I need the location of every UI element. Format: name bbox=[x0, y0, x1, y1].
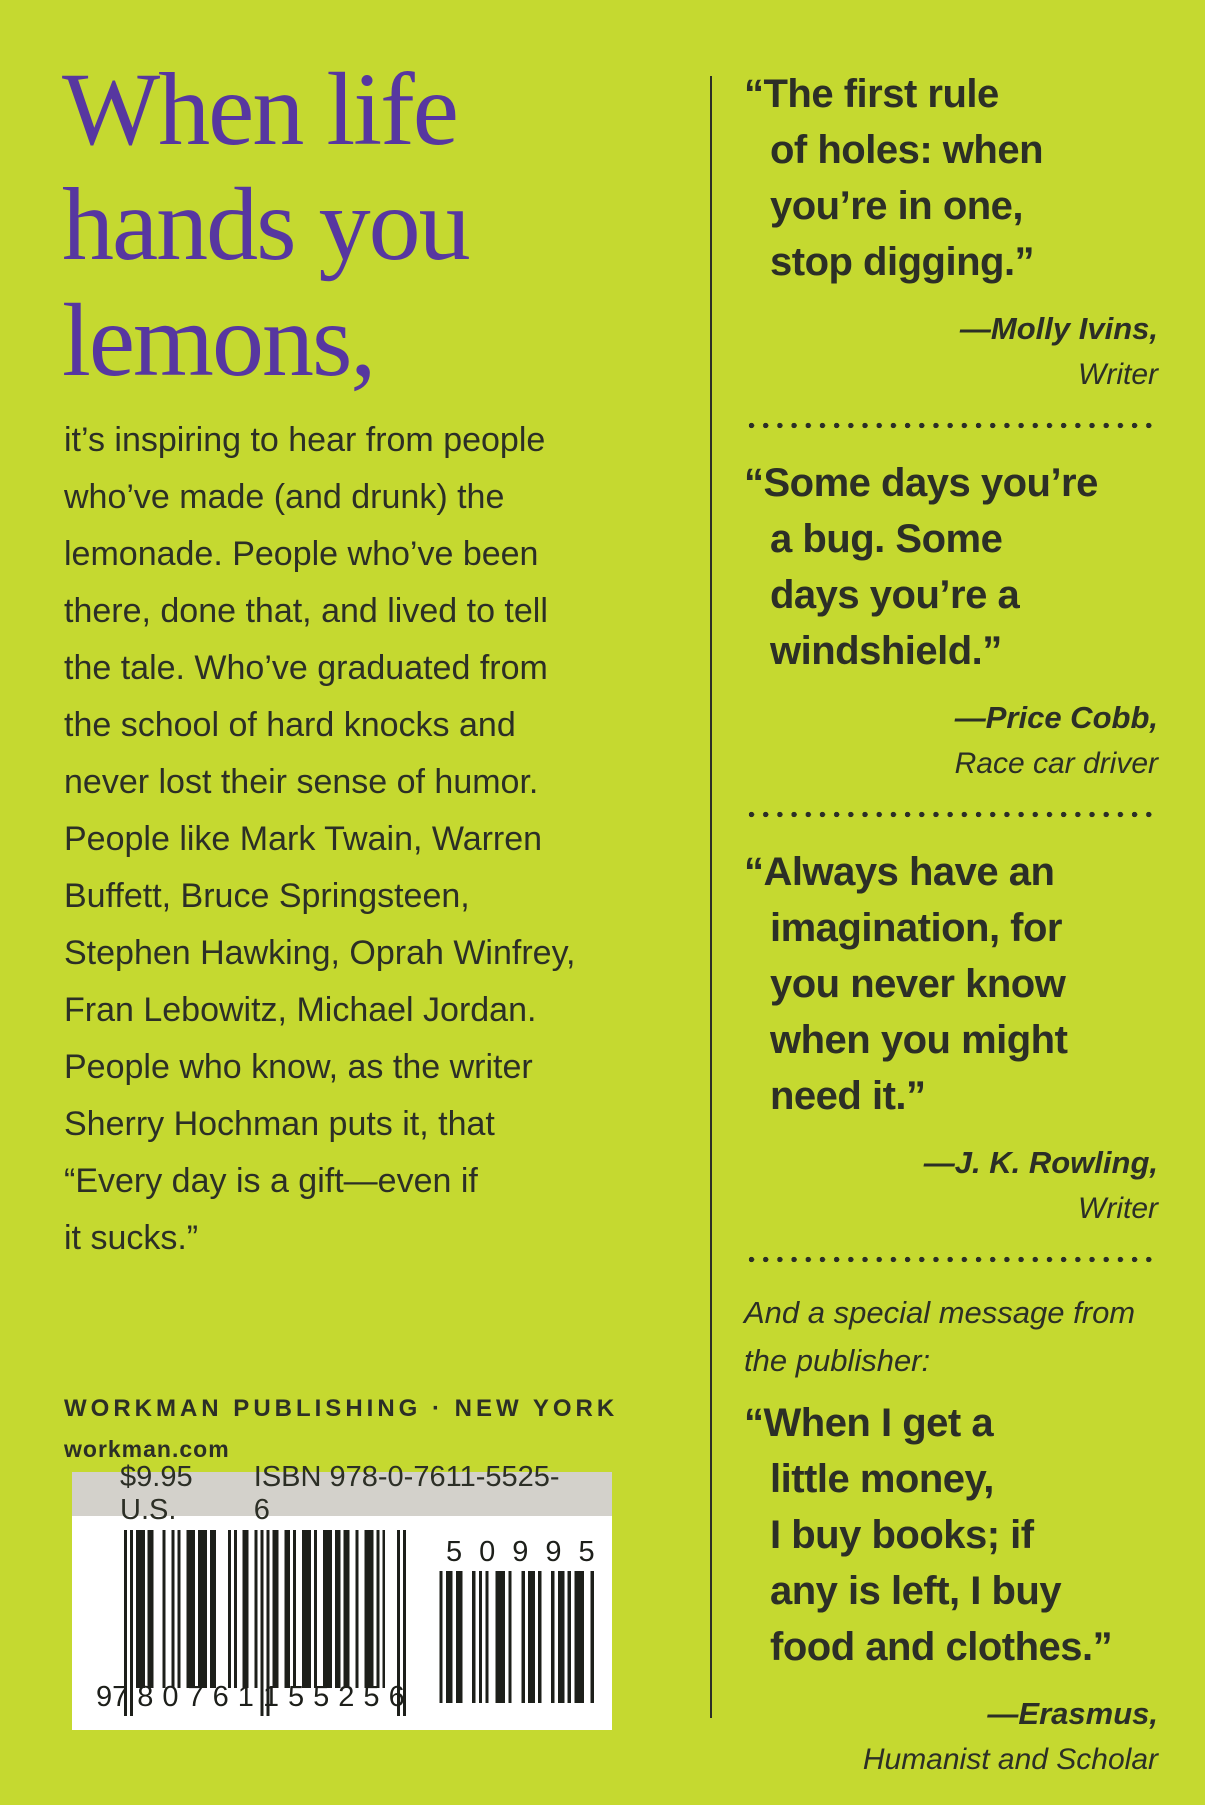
quote-attribution: —Molly Ivins, bbox=[959, 311, 1158, 346]
quote-line: a bug. Some bbox=[770, 517, 1003, 561]
blurb-line: Stephen Hawking, Oprah Winfrey, bbox=[64, 934, 576, 972]
ean5-digits: 50995 bbox=[446, 1536, 612, 1568]
blurb-line: “Every day is a gift—even if bbox=[64, 1162, 478, 1200]
quote-attribution: —J. K. Rowling, bbox=[923, 1145, 1158, 1180]
quote-line: you’re in one, bbox=[770, 184, 1024, 228]
quote-erasmus bbox=[744, 1395, 1158, 1675]
quote-line: “When I get a bbox=[744, 1401, 994, 1445]
price-strip bbox=[72, 1461, 612, 1526]
blurb-line: who’ve made (and drunk) the bbox=[64, 478, 505, 516]
quote-attribution-role: Writer bbox=[1078, 1192, 1158, 1225]
quote-line: little money, bbox=[770, 1457, 994, 1501]
blurb-line: Buffett, Bruce Springsteen, bbox=[64, 877, 470, 915]
back-cover-blurb bbox=[64, 412, 624, 1267]
quote-attribution-role: Humanist and Scholar bbox=[862, 1743, 1158, 1776]
quote-line: days you’re a bbox=[770, 573, 1020, 617]
publisher-message-intro bbox=[744, 1289, 1158, 1385]
blurb-line: Sherry Hochman puts it, that bbox=[64, 1105, 495, 1143]
quote-line: I buy books; if bbox=[770, 1513, 1034, 1557]
quote-line: “Some days you’re bbox=[744, 461, 1098, 505]
quote-line: when you might bbox=[770, 1018, 1068, 1062]
note-line: And a special message from bbox=[744, 1295, 1136, 1330]
ean13-left-digits: 780761 bbox=[112, 1681, 263, 1713]
price-label: $9.95 U.S. bbox=[120, 1461, 193, 1526]
blurb-line: People who know, as the writer bbox=[64, 1048, 533, 1086]
title-line: When life bbox=[62, 52, 457, 167]
ean13-barcode bbox=[96, 1530, 414, 1716]
quote-line: imagination, for bbox=[770, 906, 1062, 950]
blurb-line: it sucks.” bbox=[64, 1219, 199, 1257]
cover-title bbox=[62, 52, 469, 398]
blurb-line: the school of hard knocks and bbox=[64, 706, 516, 744]
quote-attribution-role: Writer bbox=[1078, 358, 1158, 391]
quote-line: food and clothes.” bbox=[770, 1625, 1113, 1669]
quotes-column bbox=[744, 66, 1158, 1805]
blurb-line: never lost their sense of humor. bbox=[64, 763, 539, 801]
barcode-block bbox=[72, 1461, 612, 1730]
blurb-line: People like Mark Twain, Warren bbox=[64, 820, 543, 858]
quote-line: any is left, I buy bbox=[770, 1569, 1062, 1613]
quote-line: need it.” bbox=[770, 1074, 926, 1118]
quote-price-cobb bbox=[744, 455, 1158, 679]
quote-attribution-role: Race car driver bbox=[954, 747, 1158, 780]
ean5-bars bbox=[436, 1571, 594, 1703]
publisher-imprint: WORKMAN PUBLISHING · NEW YORK bbox=[64, 1395, 619, 1422]
blurb-line: the tale. Who’ve graduated from bbox=[64, 649, 548, 687]
quote-line: “The first rule bbox=[744, 72, 999, 116]
note-line: the publisher: bbox=[744, 1343, 931, 1378]
blurb-line: lemonade. People who’ve been bbox=[64, 535, 539, 573]
dotted-separator bbox=[748, 422, 1156, 429]
column-divider-rule bbox=[710, 76, 712, 1718]
publisher-website: workman.com bbox=[64, 1436, 230, 1462]
isbn-label: ISBN 978-0-7611-5525-6 bbox=[253, 1461, 560, 1526]
quote-line: stop digging.” bbox=[770, 240, 1035, 284]
quote-line: you never know bbox=[770, 962, 1066, 1006]
ean13-digits bbox=[96, 1681, 414, 1714]
ean13-right-digits: 155256 bbox=[262, 1681, 414, 1713]
blurb-line: it’s inspiring to hear from people bbox=[64, 421, 546, 459]
ean13-lead-digit: 9 bbox=[96, 1681, 113, 1713]
blurb-line: there, done that, and lived to tell bbox=[64, 592, 548, 630]
quote-jk-rowling bbox=[744, 844, 1158, 1124]
dotted-separator bbox=[748, 1256, 1156, 1263]
barcode-panel bbox=[72, 1516, 612, 1730]
quote-line: windshield.” bbox=[770, 629, 1002, 673]
quote-attribution: —Price Cobb, bbox=[954, 700, 1158, 735]
title-line: hands you bbox=[62, 167, 469, 283]
blurb-line: Fran Lebowitz, Michael Jordan. bbox=[64, 991, 537, 1029]
quote-molly-ivins bbox=[744, 66, 1158, 290]
title-line: lemons, bbox=[62, 282, 375, 398]
quote-attribution: —Erasmus, bbox=[987, 1696, 1158, 1731]
quote-line: “Always have an bbox=[744, 850, 1055, 894]
dotted-separator bbox=[748, 811, 1156, 818]
ean5-supplement-barcode bbox=[436, 1530, 612, 1730]
quote-line: of holes: when bbox=[770, 128, 1043, 172]
